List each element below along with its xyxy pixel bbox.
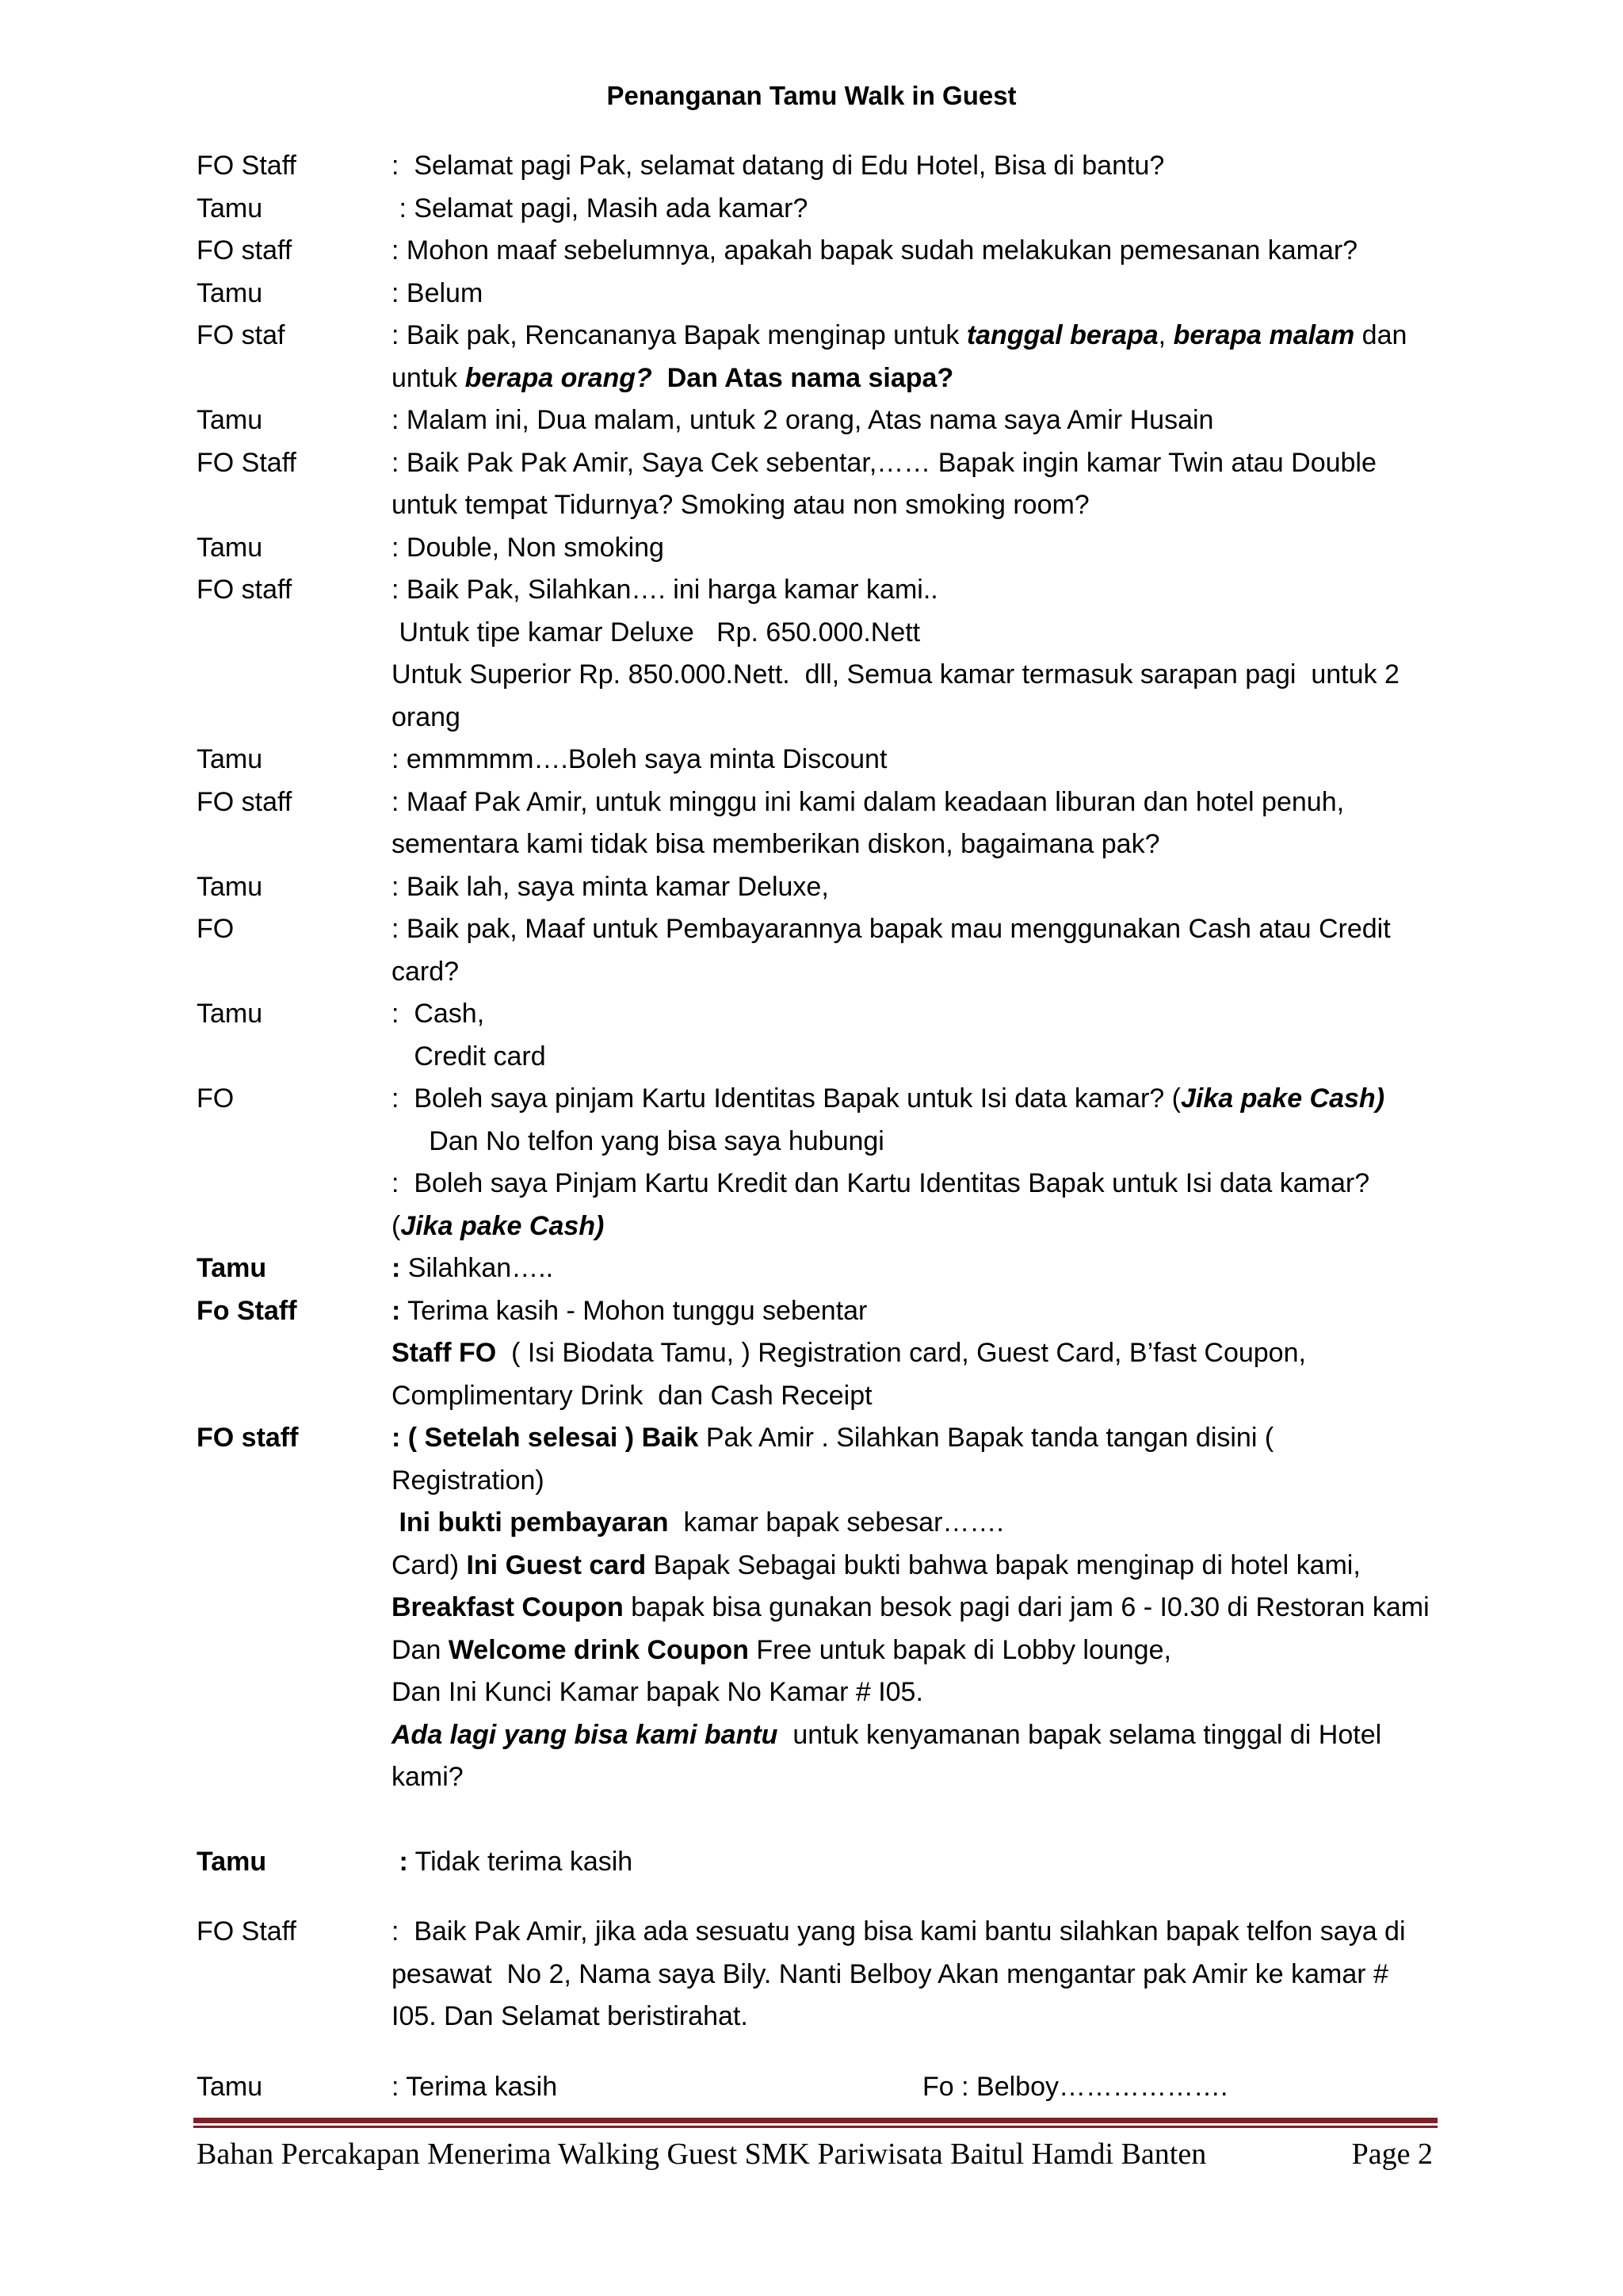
speaker-label: Tamu [197, 1846, 267, 1877]
page-title: Penanganan Tamu Walk in Guest [606, 81, 1017, 110]
dialogue-line [197, 145, 1433, 188]
dialogue-line [197, 1375, 1433, 1418]
dialogue-line [197, 1502, 1433, 1545]
dialogue-text [391, 866, 1433, 909]
speaker-label: Tamu [197, 532, 263, 563]
dialogue-text [391, 654, 1433, 697]
text-segment: kamar bapak sebesar……. [668, 1507, 1004, 1538]
text-segment: Complimentary Drink dan Cash Receipt [391, 1380, 873, 1411]
speaker-label [197, 697, 391, 739]
speaker-label [197, 1332, 391, 1375]
speaker-label: Tamu [197, 744, 263, 774]
speaker-label [197, 951, 391, 994]
speaker-label [197, 1163, 391, 1205]
text-segment: : Baik Pak, Silahkan…. ini harga kamar kami.. [391, 575, 938, 605]
dialogue-text [391, 399, 1433, 442]
text-segment: Staff FO [391, 1338, 497, 1368]
dialogue-text [391, 1671, 1433, 1714]
dialogue-line [197, 1756, 1433, 1799]
speaker-label [197, 1587, 391, 1629]
dialogue-line [197, 484, 1433, 527]
text-segment: sementara kami tidak bisa memberikan diskon, bagaimana pak? [391, 829, 1160, 859]
dialogue-text [391, 527, 1433, 570]
footer-divider [193, 2118, 1438, 2128]
text-segment: : ( Setelah selesai ) Baik [391, 1423, 699, 1453]
speaker-label [197, 357, 391, 400]
speaker-label: FO staf [197, 320, 285, 350]
dialogue-line [197, 739, 1433, 781]
speaker-label: Tamu [197, 405, 263, 435]
text-segment: Jika pake Cash) [400, 1210, 605, 1241]
dialogue-text-right: Fo : Belboy………………. [922, 2071, 1228, 2102]
text-segment: : [391, 1253, 401, 1283]
dialogue-text [391, 230, 1433, 273]
text-segment: : Baik pak, Maaf untuk Pembayarannya bapak mau menggunakan Cash atau Credit [391, 914, 1391, 944]
dialogue-line [197, 1163, 1433, 1205]
dialogue-text [391, 823, 1433, 866]
speaker-label: Tamu [197, 871, 263, 902]
text-segment: tanggal berapa [966, 320, 1159, 350]
dialogue-line [197, 654, 1433, 697]
speaker-label: FO [197, 1083, 235, 1114]
text-segment: untuk [391, 362, 465, 393]
speaker-label: Tamu [197, 2071, 263, 2102]
dialogue-line [197, 1121, 1433, 1163]
speaker-label [197, 823, 391, 866]
dialogue-text [391, 1545, 1433, 1587]
dialogue-line [197, 823, 1433, 866]
text-segment: : Double, Non smoking [391, 532, 664, 563]
dialogue-line [197, 1036, 1433, 1079]
text-segment: Untuk Superior Rp. 850.000.Nett. dll, Semua kamar termasuk sarapan pagi untuk 2 [391, 659, 1400, 690]
speaker-label [197, 1996, 391, 2038]
dialogue-line [197, 1954, 1433, 1996]
text-segment: : Belum [391, 277, 483, 308]
dialogue-text [391, 188, 1433, 231]
dialogue-line [197, 1545, 1433, 1587]
text-segment: Pak Amir . Silahkan Bapak tanda tangan disini ( Registration) [391, 1423, 1281, 1496]
text-segment: : Maaf Pak Amir, untuk minggu ini kami dalam keadaan liburan dan hotel penuh, [391, 786, 1345, 817]
text-segment: Credit card [391, 1041, 546, 1072]
dialogue-text [391, 569, 1433, 612]
dialogue-line [197, 1587, 1433, 1629]
dialogue-line [197, 230, 1433, 273]
page-footer [197, 2132, 1433, 2176]
dialogue-text [391, 1121, 1433, 1163]
text-segment: Dan Ini Kunci Kamar bapak No Kamar # I05. [391, 1677, 923, 1707]
dialogue-line [197, 1417, 1433, 1502]
speaker-label [197, 1036, 391, 1079]
dialogue-text [391, 697, 1433, 739]
dialogue-line [197, 527, 1433, 570]
text-segment: : Selamat pagi Pak, selamat datang di Edu Hotel, Bisa di bantu? [391, 151, 1165, 181]
dialogue-line [197, 1714, 1433, 1757]
speaker-label [197, 654, 391, 697]
text-segment: Jika pake Cash) [1180, 1083, 1385, 1114]
speaker-label: FO [197, 914, 235, 944]
dialogue-text [391, 357, 1433, 400]
speaker-label: Tamu [197, 277, 263, 308]
text-segment: Dan [391, 1634, 449, 1665]
page-number: Page 2 [1351, 2137, 1433, 2171]
text-segment: kami? [391, 1762, 464, 1792]
dialogue-text [391, 442, 1433, 485]
dialogue-text [391, 145, 1433, 188]
dialogue-text [391, 1502, 1433, 1545]
text-segment: bapak bisa gunakan besok pagi dari jam 6 - I0.30 di Restoran kami [623, 1592, 1430, 1622]
speaker-label: Tamu [197, 999, 263, 1029]
text-segment: : Baik lah, saya minta kamar Deluxe, [391, 871, 829, 902]
dialogue-line [197, 1205, 1433, 1248]
dialogue-text [391, 1163, 1433, 1205]
dialogue-line [197, 1841, 1433, 1884]
speaker-label [197, 1671, 391, 1714]
text-segment: : Boleh saya pinjam Kartu Identitas Bapak untuk Isi data kamar? ( [391, 1083, 1181, 1114]
dialogue-text [391, 1417, 1433, 1502]
dialogue-line [197, 1629, 1433, 1672]
speaker-label: FO staff [197, 786, 292, 817]
dialogue-text [391, 908, 1433, 951]
text-segment: berapa malam [1173, 320, 1355, 350]
text-segment: Card) [391, 1549, 467, 1580]
speaker-label [197, 1375, 391, 1418]
dialogue-text [391, 612, 1433, 655]
speaker-label: Tamu [197, 193, 263, 223]
spacer [197, 1799, 1433, 1841]
dialogue-text [391, 739, 1433, 781]
text-segment: , [1158, 320, 1174, 350]
dialogue-line [197, 1290, 1433, 1333]
dialogue-text [391, 1290, 1433, 1333]
text-segment: : Cash, [391, 999, 485, 1029]
text-segment: : Terima kasih [391, 2071, 558, 2102]
text-segment: ( Isi Biodata Tamu, ) Registration card, Guest Card, B’fast Coupon, [496, 1338, 1306, 1368]
dialogue-line [197, 1332, 1433, 1375]
speaker-label: FO Staff [197, 151, 296, 181]
speaker-label: Fo Staff [197, 1295, 297, 1326]
dialogue-line [197, 1671, 1433, 1714]
dialogue-text [391, 1375, 1433, 1418]
dialogue-line [197, 2066, 1433, 2109]
dialogue-text [391, 1756, 1433, 1799]
dialogue-text [391, 1205, 1433, 1248]
spacer [197, 2038, 1433, 2066]
text-segment: orang [391, 701, 460, 732]
dialogue-line [197, 1911, 1433, 1954]
speaker-label [197, 1756, 391, 1799]
dialogue-text [391, 1036, 1433, 1079]
dialogue-line [197, 866, 1433, 909]
text-segment: Dan No telfon yang bisa saya hubungi [391, 1125, 884, 1156]
text-segment: : Baik Pak Pak Amir, Saya Cek sebentar,…… Bapak ingin kamar Twin atau Double [391, 447, 1377, 478]
speaker-label [197, 1205, 391, 1248]
speaker-label: FO staff [197, 1423, 299, 1453]
speaker-label: FO staff [197, 575, 292, 605]
text-segment: ( [391, 1210, 401, 1241]
dialogue-line [197, 908, 1433, 951]
text-segment: Ada lagi yang bisa kami bantu [391, 1719, 778, 1750]
text-segment: Dan Atas nama siapa? [666, 362, 954, 393]
speaker-label: FO Staff [197, 447, 296, 478]
text-segment: : Malam ini, Dua malam, untuk 2 orang, Atas nama saya Amir Husain [391, 405, 1214, 435]
spacer [197, 1883, 1433, 1911]
text-segment [652, 363, 667, 393]
dialogue-text [391, 484, 1433, 527]
speaker-label [197, 1714, 391, 1757]
text-segment: Ini Guest card [466, 1549, 647, 1580]
dialogue-line [197, 1078, 1433, 1121]
text-segment: berapa orang? [464, 362, 652, 393]
dialogue-line [197, 442, 1433, 485]
text-segment: dan [1354, 320, 1407, 350]
dialogue-line [197, 399, 1433, 442]
dialogue-text [391, 1911, 1433, 1954]
dialogue-text [391, 1332, 1433, 1375]
dialogue-body [197, 145, 1433, 2108]
speaker-label [197, 1502, 391, 1545]
text-segment: Tidak terima kasih [407, 1846, 633, 1877]
text-segment: : Boleh saya Pinjam Kartu Kredit dan Kartu Identitas Bapak untuk Isi data kamar? [391, 1168, 1370, 1198]
dialogue-text [391, 2066, 1433, 2109]
footer-text: Bahan Percakapan Menerima Walking Guest SMK Pariwisata Baitul Hamdi Banten [197, 2137, 1207, 2171]
dialogue-text [391, 1587, 1433, 1629]
dialogue-text [391, 1841, 1433, 1884]
speaker-label [197, 1629, 391, 1672]
text-segment: Welcome drink Coupon [448, 1634, 749, 1665]
dialogue-line [197, 357, 1433, 400]
dialogue-line [197, 1996, 1433, 2038]
dialogue-line [197, 1247, 1433, 1290]
dialogue-text [391, 951, 1433, 994]
text-segment: Untuk tipe kamar Deluxe Rp. 650.000.Nett [391, 617, 921, 648]
speaker-label [197, 1121, 391, 1163]
dialogue-line [197, 569, 1433, 612]
text-segment: : Mohon maaf sebelumnya, apakah bapak sudah melakukan pemesanan kamar? [391, 235, 1358, 266]
dialogue-line [197, 951, 1433, 994]
dialogue-text [391, 993, 1433, 1036]
text-segment: Bapak Sebagai bukti bahwa bapak menginap di hotel kami, [646, 1549, 1361, 1580]
text-segment: : Baik Pak Amir, jika ada sesuatu yang bisa kami bantu silahkan bapak telfon saya di [391, 1916, 1406, 1946]
dialogue-line [197, 697, 1433, 739]
dialogue-text [391, 273, 1433, 315]
text-segment: : Baik pak, Rencananya Bapak menginap untuk [391, 320, 967, 350]
text-segment: pesawat No 2, Nama saya Bily. Nanti Belboy Akan mengantar pak Amir ke kamar # [391, 1958, 1388, 1989]
text-segment: I05. Dan Selamat beristirahat. [391, 2001, 748, 2031]
text-segment: Ini bukti pembayaran [391, 1507, 669, 1538]
text-segment: : [391, 1846, 408, 1877]
dialogue-line [197, 188, 1433, 231]
speaker-label: FO Staff [197, 1916, 296, 1946]
dialogue-text [391, 1078, 1433, 1121]
speaker-label [197, 1954, 391, 1996]
dialogue-text [391, 1996, 1433, 2038]
dialogue-line [197, 612, 1433, 655]
text-segment: : emmmmm….Boleh saya minta Discount [391, 744, 888, 774]
text-segment: Silahkan….. [400, 1253, 554, 1283]
speaker-label: Tamu [197, 1253, 267, 1283]
text-segment: Terima kasih - Mohon tunggu sebentar [400, 1295, 868, 1326]
text-segment: untuk kenyamanan bapak selama tinggal di Hotel [777, 1719, 1382, 1750]
dialogue-text [391, 1247, 1433, 1290]
dialogue-text [391, 315, 1433, 357]
speaker-label [197, 1545, 391, 1587]
dialogue-line [197, 781, 1433, 824]
text-segment: card? [391, 956, 460, 987]
speaker-label [197, 484, 391, 527]
speaker-label [197, 612, 391, 655]
speaker-label: FO staff [197, 235, 292, 266]
dialogue-text [391, 1954, 1433, 1996]
text-segment: : Selamat pagi, Masih ada kamar? [391, 193, 808, 223]
dialogue-text [391, 781, 1433, 824]
text-segment: Breakfast Coupon [391, 1592, 624, 1622]
dialogue-text [391, 1629, 1433, 1672]
text-segment: untuk tempat Tidurnya? Smoking atau non smoking room? [391, 490, 1090, 520]
text-segment: Free untuk bapak di Lobby lounge, [748, 1634, 1171, 1665]
text-segment: : [391, 1295, 401, 1326]
dialogue-line [197, 273, 1433, 315]
dialogue-text [391, 1714, 1433, 1757]
dialogue-line [197, 993, 1433, 1036]
dialogue-line [197, 315, 1433, 357]
